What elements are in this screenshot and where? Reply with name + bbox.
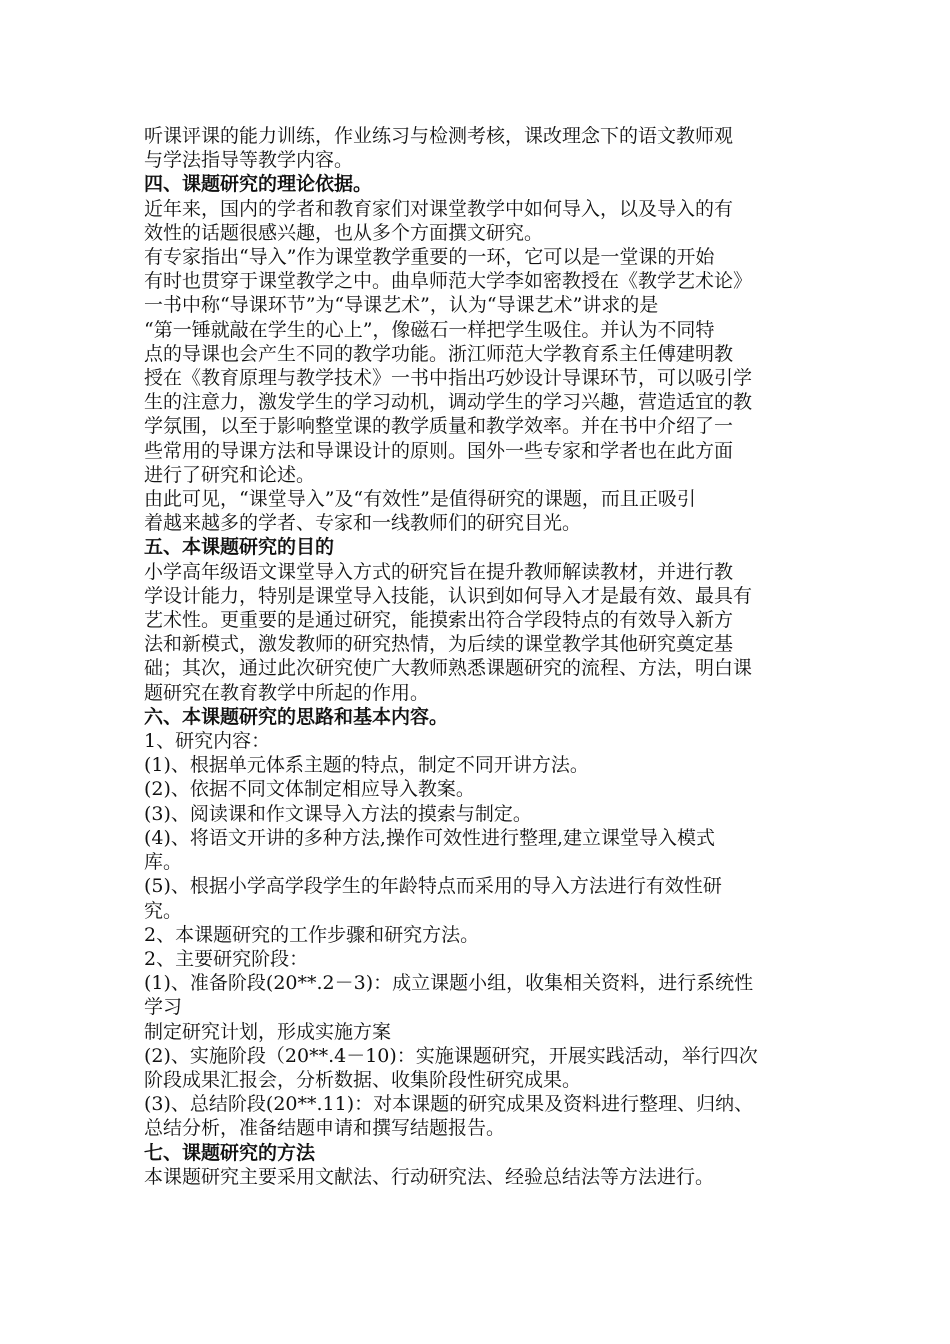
paragraph — [144, 826, 816, 874]
paragraph — [144, 124, 816, 172]
text-line: (1)、根据单元体系主题的特点，制定不同开讲方法。 — [144, 754, 589, 777]
text-line: 点的导课也会产生不同的教学功能。浙江师范大学教育系主任傅建明教 — [144, 342, 734, 365]
text-line: (3)、总结阶段(20**.11)：对本课题的研究成果及资料进行整理、归纳、 — [144, 1093, 754, 1116]
text-line: 础；其次，通过此次研究使广大教师熟悉课题研究的流程、方法，明白课 — [144, 657, 753, 680]
text-line: 题研究在教育教学中所起的作用。 — [144, 681, 430, 704]
text-line: 法和新模式，激发教师的研究热情，为后续的课堂教学其他研究奠定基 — [144, 633, 734, 656]
text-line: 库。 — [144, 851, 183, 874]
text-line: 听课评课的能力训练，作业练习与检测考核，课改理念下的语文教师观 — [144, 125, 734, 147]
text-line: 有时也贯穿于课堂教学之中。曲阜师范大学李如密教授在《教学艺术论》 — [144, 270, 753, 293]
text-line: 与学法指导等教学内容。 — [144, 149, 354, 172]
section-heading: 五、本课题研究的目的 — [144, 536, 335, 559]
text-line: 一书中称“导课环节”为“导课艺术”，认为“导课艺术”讲求的是 — [144, 294, 659, 317]
paragraph — [144, 197, 816, 245]
paragraph — [144, 1092, 816, 1140]
paragraph — [144, 971, 816, 1019]
text-line: 进行了研究和论述。 — [144, 463, 316, 486]
paragraph — [144, 487, 816, 535]
paragraph — [144, 1044, 816, 1092]
text-line: (2)、依据不同文体制定相应导入教案。 — [144, 778, 475, 801]
paragraph — [144, 1020, 816, 1044]
paragraph — [144, 729, 816, 753]
paragraph — [144, 923, 816, 947]
text-line: 学氛围，以至于影响整堂课的教学质量和教学效率。并在书中介绍了一 — [144, 415, 734, 438]
text-line: 阶段成果汇报会，分析数据、收集阶段性研究成果。 — [144, 1068, 582, 1091]
text-line: 1、研究内容： — [144, 730, 271, 753]
paragraph — [144, 874, 816, 922]
text-line: (1)、准备阶段(20**.2－3)：成立课题小组，收集相关资料，进行系统性 — [144, 972, 754, 995]
text-line: 本课题研究主要采用文献法、行动研究法、经验总结法等方法进行。 — [144, 1165, 715, 1188]
section-heading: 四、课题研究的理论依据。 — [144, 173, 373, 196]
paragraph — [144, 777, 816, 801]
text-line: 究。 — [144, 899, 183, 922]
text-line: 些常用的导课方法和导课设计的原则。国外一些专家和学者也在此方面 — [144, 439, 734, 462]
text-line: 生的注意力，激发学生的学习动机，调动学生的学习兴趣，营造适宜的教 — [144, 391, 753, 414]
document-page — [144, 124, 816, 1189]
text-line: 效性的话题很感兴趣，也从多个方面撰文研究。 — [144, 221, 544, 244]
text-line: 制定研究计划，形成实施方案 — [144, 1020, 392, 1043]
text-line: 艺术性。更重要的是通过研究，能摸索出符合学段特点的有效导入新方 — [144, 609, 734, 632]
text-line: 近年来，国内的学者和教育家们对课堂教学中如何导入，以及导入的有 — [144, 197, 734, 220]
paragraph — [144, 560, 816, 705]
text-line: 2、本课题研究的工作步骤和研究方法。 — [144, 923, 480, 946]
section-heading: 七、课题研究的方法 — [144, 1141, 316, 1164]
paragraph — [144, 1165, 816, 1189]
text-line: 2、主要研究阶段： — [144, 947, 309, 970]
text-line: 由此可见，“课堂导入”及“有效性”是值得研究的课题，而且正吸引 — [144, 488, 696, 511]
text-line: (4)、将语文开讲的多种方法,操作可效性进行整理,建立课堂导入模式 — [144, 826, 715, 849]
text-line: 学设计能力，特别是课堂导入技能，认识到如何导入才是最有效、最具有 — [144, 584, 753, 607]
text-line: 总结分析，准备结题申请和撰写结题报告。 — [144, 1117, 506, 1140]
text-line: 授在《教育原理与教学技术》一书中指出巧妙设计导课环节，可以吸引学 — [144, 367, 753, 390]
text-line: 有专家指出“导入”作为课堂教学重要的一环，它可以是一堂课的开始 — [144, 246, 715, 269]
paragraph — [144, 802, 816, 826]
text-line: (3)、阅读课和作文课导入方法的摸索与制定。 — [144, 802, 532, 825]
text-line: 小学高年级语文课堂导入方式的研究旨在提升教师解读教材，并进行教 — [144, 560, 734, 583]
text-line: “第一锤就敲在学生的心上”，像磁石一样把学生吸住。并认为不同特 — [144, 318, 715, 341]
section-heading: 六、本课题研究的思路和基本内容。 — [144, 705, 449, 728]
paragraph — [144, 947, 816, 971]
text-line: (2)、实施阶段（20**.4－10)：实施课题研究，开展实践活动，举行四次 — [144, 1044, 758, 1067]
text-line: 学习 — [144, 996, 183, 1019]
paragraph — [144, 753, 816, 777]
text-line: 着越来越多的学者、专家和一线教师们的研究目光。 — [144, 512, 582, 535]
text-line: (5)、根据小学高学段学生的年龄特点而采用的导入方法进行有效性研 — [144, 875, 722, 898]
paragraph — [144, 245, 816, 487]
